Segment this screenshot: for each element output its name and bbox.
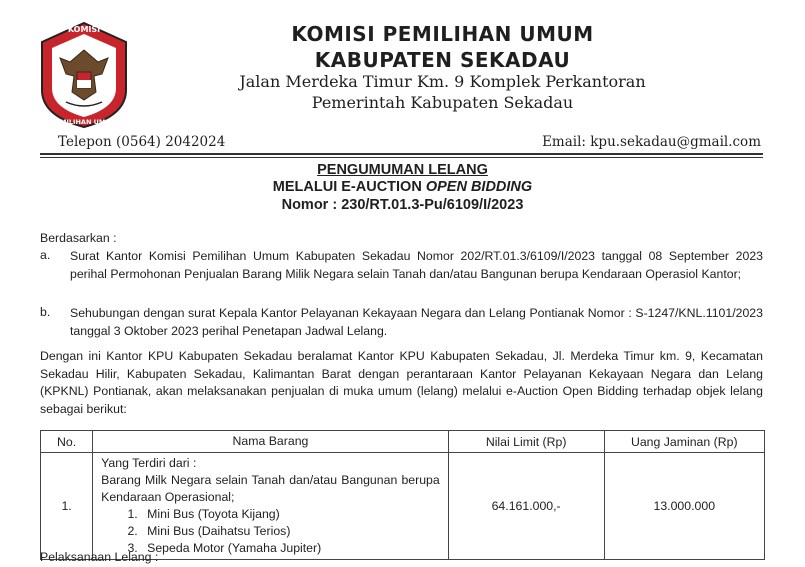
address-line-2: Pemerintah Kabupaten Sekadau [311,93,574,112]
list-item: 3. Sepeda Motor (Yamaha Jupiter) [141,540,440,557]
logo-bottom-text: PEMILIHAN UMUM [50,118,118,126]
kpu-logo [36,20,132,130]
col-header-limit: Nilai Limit (Rp) [448,431,604,453]
col-header-deposit: Uang Jaminan (Rp) [604,431,764,453]
col-header-no: No. [41,431,93,453]
deposit-value: 13.000.000 [604,453,764,560]
table-row [41,453,765,560]
announcement-title: PENGUMUMAN LELANG [317,162,488,178]
announcement-number: Nomor : 230/RT.01.3-Pu/6109/I/2023 [281,197,524,213]
header-rule-thin [40,157,763,158]
announcement-subtitle: MELALUI E-AUCTION OPEN BIDDING [272,179,533,195]
phone-text: Telepon (0564) 2042024 [58,134,226,150]
col-header-name: Nama Barang [93,431,449,453]
basis-item-text: Surat Kantor Komisi Pemilihan Umum Kabupaten Sekadau Nomor 202/RT.01.3/6109/I/2023 tanggal 08 September 2023 perihal Permohonan Penjualan Barang Milik Negara selain Tanah dan/atau Bangunan berupa Kendaraan Operasiol Kantor; [70,249,763,281]
org-name: KOMISI PEMILIHAN UMUM [291,22,594,46]
logo-top-text: KOMISI [67,25,101,34]
auction-schedule-heading: Pelaksanaan Lelang : [40,550,159,564]
table-header-row [41,431,765,453]
basis-item-text: Sehubungan dengan surat Kepala Kantor Pelayanan Kekayaan Negara dan Lelang Pontianak Nomor : S-1247/KNL.1101/2023 tanggal 3 Oktober 2023 perihal Penetapan Jadwal Lelang. [70,306,763,338]
basis-item-letter: a. [40,248,51,262]
item-desc: Barang Milk Negara selain Tanah dan/atau Bangunan berupa Kendaraan Operasional; [101,473,440,504]
limit-value: 64.161.000,- [448,453,604,560]
list-item: 1. Mini Bus (Toyota Kijang) [141,506,440,523]
region-name: KABUPATEN SEKADAU [314,48,571,72]
open-bidding-text: OPEN BIDDING [425,179,533,195]
address-line-1: Jalan Merdeka Timur Km. 9 Komplek Perkantoran [239,72,646,91]
auction-items-table [40,430,765,560]
intro-paragraph: Dengan ini Kantor KPU Kabupaten Sekadau beralamat Kantor KPU Kabupaten Sekadau, Jl. Merdeka Timur km. 9, Kecamatan Sekadau Hilir, Kabupaten Sekadau, Kalimantan Barat dengan perantaraan Kantor Pelayanan Kekayaan Negara dan Lelang (KPKNL) Pontianak, akan melaksanakan penjualan di muka umum (lelang) melalui e-Auction Open Bidding terhadap objek lelang sebagai berikut: [40,349,763,416]
list-item: 2. Mini Bus (Daihatsu Terios) [141,523,440,540]
basis-item-letter: b. [40,305,51,319]
header-rule-thick [40,153,763,155]
row-number: 1. [41,453,93,560]
basis-heading: Berdasarkan : [40,231,117,245]
item-intro: Yang Terdiri dari : [101,456,197,470]
item-description-cell [93,453,449,560]
email-text: Email: kpu.sekadau@gmail.com [542,134,761,150]
